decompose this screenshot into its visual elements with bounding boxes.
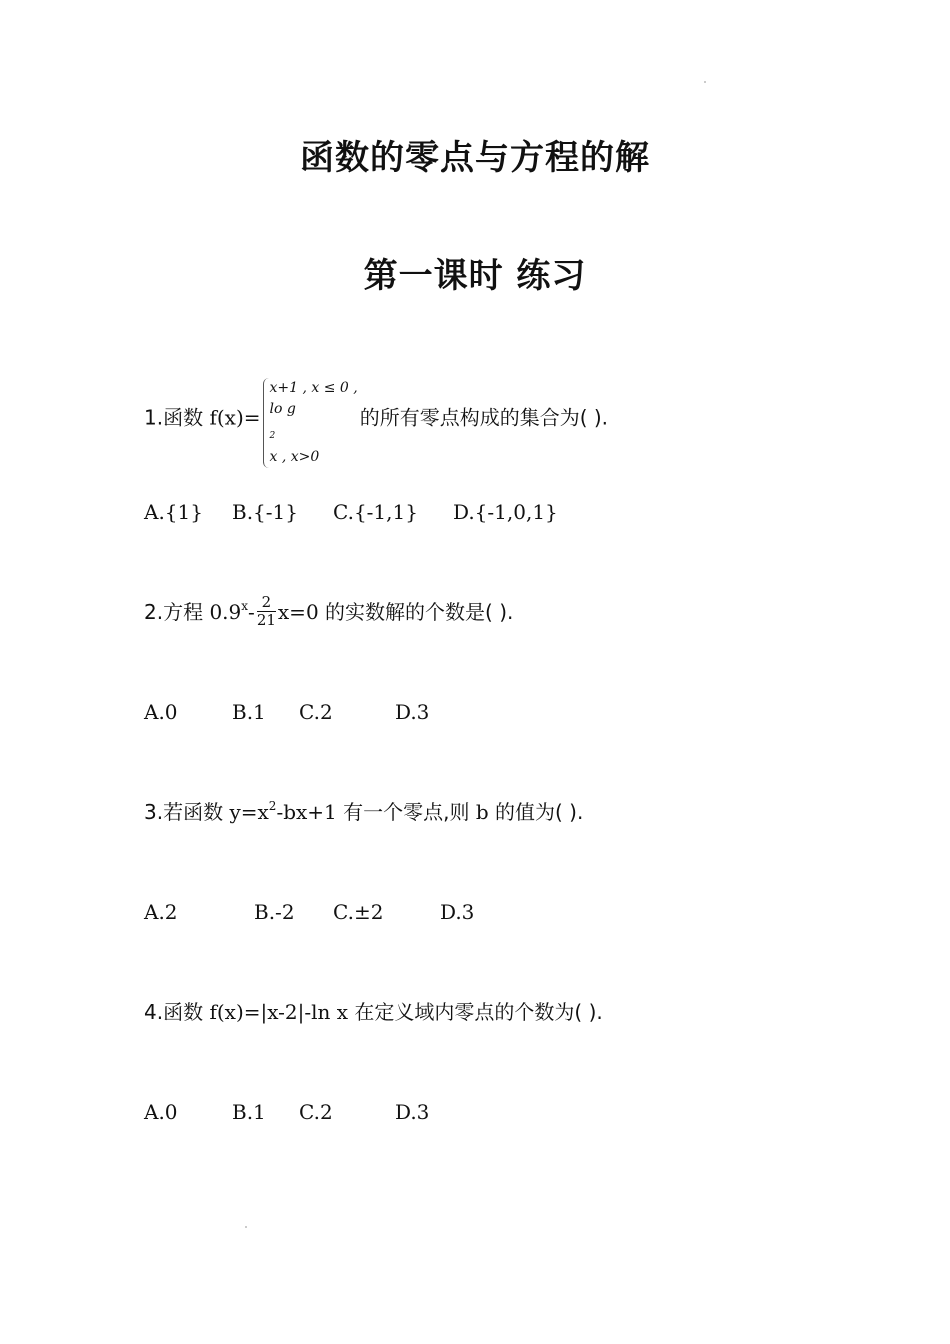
question-2 <box>144 593 514 631</box>
q4-option-c[interactable]: C.2 <box>299 1100 333 1124</box>
q2-fraction <box>257 594 276 629</box>
q3-suffix: 的值为( ). <box>488 800 584 824</box>
q3-option-c[interactable]: C.±2 <box>333 900 384 924</box>
q1-case-1: x+1 , x ≤ 0 , <box>269 380 358 396</box>
q1-func: f(x)= <box>209 405 261 430</box>
q3-option-a[interactable]: A.2 <box>144 900 178 924</box>
speck-top <box>704 81 706 83</box>
q4-option-a[interactable]: A.0 <box>144 1100 178 1124</box>
speck-bottom <box>245 1226 247 1228</box>
q1-option-a[interactable]: A.{1} <box>144 500 203 524</box>
q4-expr: f(x)=|x-2|-ln x <box>209 1000 349 1024</box>
q4-option-b[interactable]: B.1 <box>232 1100 266 1124</box>
q2-rest: x=0 <box>277 600 319 624</box>
q3-expr-a: y=x <box>229 800 269 824</box>
q4-option-d[interactable]: D.3 <box>395 1100 430 1124</box>
q2-option-d[interactable]: D.3 <box>395 700 430 724</box>
q3-expr-exp: 2 <box>268 799 277 813</box>
q2-option-b[interactable]: B.1 <box>232 700 266 724</box>
page-title: 函数的零点与方程的解 <box>300 138 650 178</box>
q1-prefix: 1.函数 <box>144 405 210 430</box>
question-1 <box>144 374 608 464</box>
q4-suffix: 在定义域内零点的个数为( ). <box>348 1000 603 1024</box>
q1-case-2: lo g $_2$ x , x>0 <box>269 401 320 465</box>
q3-option-d[interactable]: D.3 <box>440 900 475 924</box>
question-4 <box>144 999 603 1025</box>
question-3 <box>144 799 583 828</box>
q2-frac-num: 2 <box>257 594 276 612</box>
q3-mid: 有一个零点,则 <box>336 800 476 824</box>
q2-base: 0.9 <box>209 600 242 624</box>
q1-option-c[interactable]: C.{-1,1} <box>333 500 418 524</box>
q3-expr-b: -bx+1 <box>276 800 337 824</box>
q2-option-c[interactable]: C.2 <box>299 700 333 724</box>
q1-option-d[interactable]: D.{-1,0,1} <box>453 500 558 524</box>
q2-option-a[interactable]: A.0 <box>144 700 178 724</box>
q1-suffix: 的所有零点构成的集合为( ). <box>359 405 609 430</box>
q2-minus: - <box>248 600 255 624</box>
q2-suffix: 的实数解的个数是( ). <box>318 600 514 624</box>
q3-prefix: 3.若函数 <box>144 800 230 824</box>
page-subtitle: 第一课时 练习 <box>363 256 587 296</box>
q4-prefix: 4.函数 <box>144 1000 210 1024</box>
q2-prefix: 2.方程 <box>144 600 210 624</box>
q2-exp: x <box>241 599 249 613</box>
q2-frac-den: 21 <box>256 611 276 629</box>
q1-option-b[interactable]: B.{-1} <box>232 500 298 524</box>
q3-option-b[interactable]: B.-2 <box>254 900 295 924</box>
q1-piecewise <box>263 378 358 468</box>
q3-var: b <box>475 800 489 824</box>
